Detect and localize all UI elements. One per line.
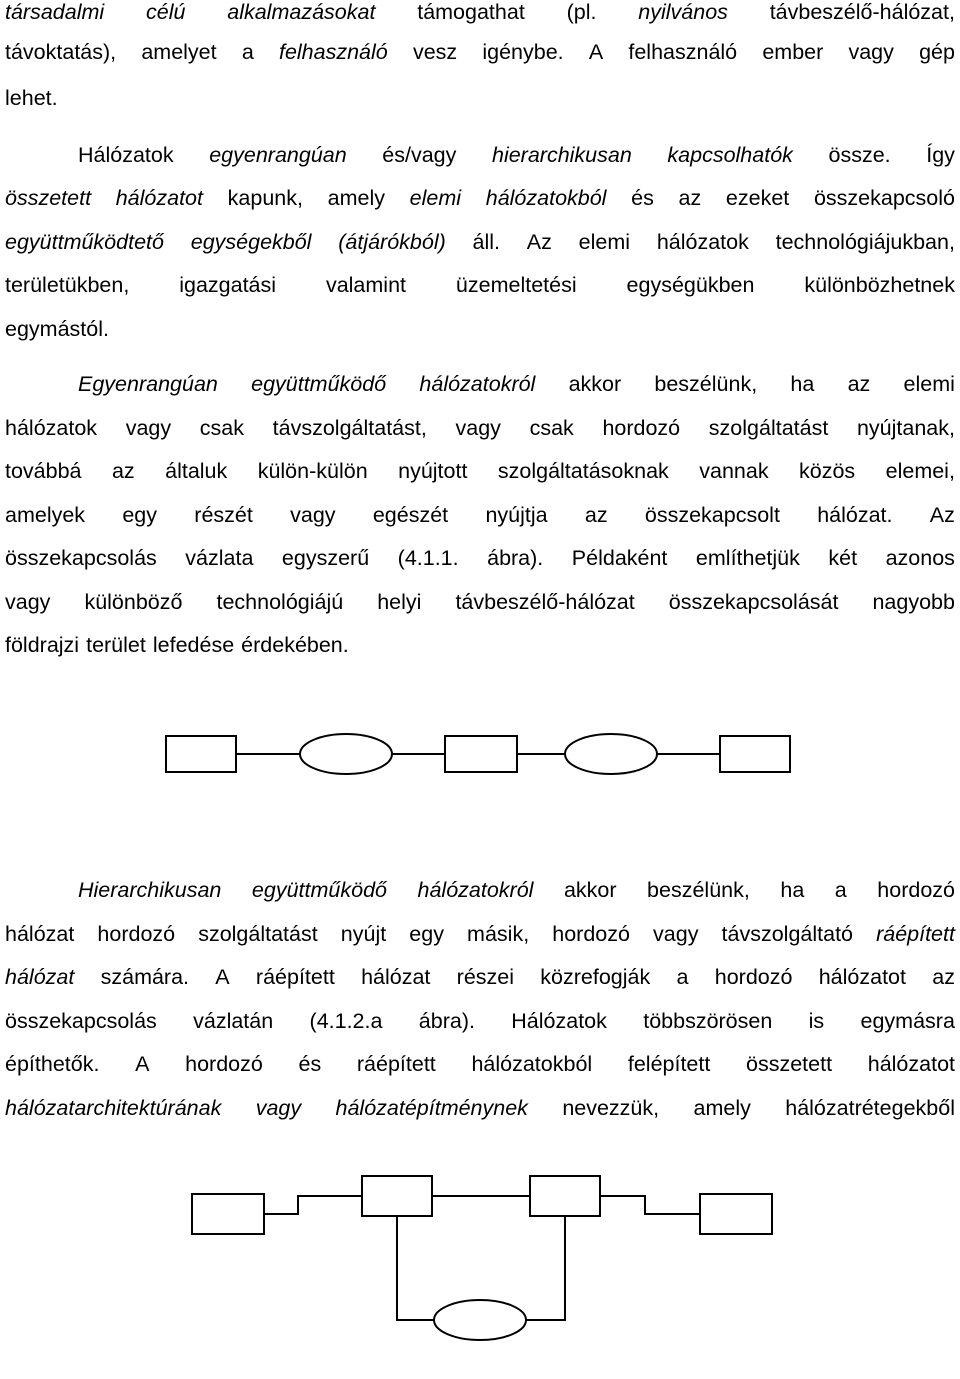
word: Az (526, 230, 552, 254)
word: hálózatokról (417, 878, 534, 902)
word: távbeszélő-hálózat, (769, 0, 955, 24)
word: nyújtanak, (856, 416, 955, 440)
word: technológiájú (216, 590, 344, 614)
word: említhetjük (695, 546, 800, 570)
word: nevezzük, (562, 1096, 660, 1120)
word: össze. (828, 143, 891, 167)
word: (átjárókból) (338, 230, 446, 254)
word: hálózatot (115, 186, 203, 210)
word: távszolgáltatást, (272, 416, 427, 440)
word: nyújtott (398, 459, 468, 483)
word: A (135, 1052, 150, 1076)
word: beszélünk, (647, 878, 750, 902)
word: igazgatási (179, 273, 277, 297)
word: szolgáltatást (708, 416, 829, 440)
word: támogathat (417, 0, 525, 24)
word: hálózatarchitektúrának (5, 1096, 222, 1120)
word: igénybe. (482, 40, 564, 64)
word: akkor (568, 372, 622, 396)
word: vannak (699, 459, 769, 483)
word: az (678, 186, 702, 210)
word: vázlatán (193, 1009, 274, 1033)
word: elemi (903, 372, 955, 396)
word: vagy (455, 416, 501, 440)
word: csak (199, 416, 244, 440)
word: amelyek (5, 503, 86, 527)
word: összekapcsolás (5, 546, 157, 570)
word: hálózatok (656, 230, 749, 254)
word: szolgáltatásoknak (497, 459, 669, 483)
word: hálózat (361, 965, 431, 989)
word: az (932, 965, 955, 989)
word: ábra). (487, 546, 544, 570)
word: Egyenrangúan (78, 372, 218, 396)
fig2-node-rect-right (700, 1194, 772, 1234)
word: Hálózatok (78, 143, 174, 167)
word: különbözhetnek (804, 273, 955, 297)
word: földrajzi (5, 633, 80, 657)
word: felhasználó (278, 40, 388, 64)
word: összekapcsolását (668, 590, 839, 614)
word: távbeszélő-hálózat (455, 590, 635, 614)
word: ember (762, 40, 824, 64)
fig2-link-bottom-right (526, 1299, 565, 1320)
word: hordozó (877, 878, 955, 902)
word: felhasználó (628, 40, 738, 64)
word: Az (929, 503, 955, 527)
word: alkalmazásokat (227, 0, 376, 24)
fig2-node-ellipse-bottom (434, 1300, 526, 1340)
word: Így (926, 143, 955, 167)
word: hordozó (185, 1052, 263, 1076)
word: hálózatot (818, 965, 906, 989)
word: amelyet (141, 40, 217, 64)
word: hordozó (602, 416, 681, 440)
word: területükben, (5, 273, 130, 297)
word: másik, (467, 922, 530, 946)
word: lehet. (5, 86, 58, 110)
word: egyszerű (281, 546, 370, 570)
word: két (828, 546, 858, 570)
word: az (584, 503, 608, 527)
word: hálózat. (817, 503, 893, 527)
word: számára. (100, 965, 190, 989)
word: vagy (125, 416, 172, 440)
word: kapcsolhatók (667, 143, 793, 167)
word: vázlata (185, 546, 254, 570)
word: nyilvános (638, 0, 728, 24)
word: csak (529, 416, 574, 440)
word: egy (122, 503, 158, 527)
word: hálózatokból (471, 1052, 593, 1076)
word: is (808, 1009, 825, 1033)
word: (pl. (566, 0, 597, 24)
word: ha (790, 372, 815, 396)
word: valamint (325, 273, 407, 297)
word: egymásra (860, 1009, 955, 1033)
word: elemei, (885, 459, 955, 483)
word: hálózatépítménynek (335, 1096, 528, 1120)
fig2-node-rect-top-1 (362, 1176, 432, 1216)
word: részét (194, 503, 253, 527)
word: egyenrangúan (209, 143, 347, 167)
word: külön-külön (257, 459, 368, 483)
word: távszolgáltató (721, 922, 853, 946)
word: és (298, 1052, 322, 1076)
word: az (111, 459, 135, 483)
word: egy (409, 922, 444, 946)
word: a (241, 40, 254, 64)
word: részei (456, 965, 515, 989)
word: nagyobb (872, 590, 955, 614)
word: együttműködtető (5, 230, 164, 254)
word: vagy (255, 1096, 302, 1120)
word: többszörösen (643, 1009, 773, 1033)
word: (4.1.1. (397, 546, 459, 570)
word: nyújtja (485, 503, 548, 527)
word: érdekében. (241, 633, 349, 657)
word: ábra). (418, 1009, 475, 1033)
word: egységekből (190, 230, 312, 254)
word: amely (327, 186, 385, 210)
word: egészét (372, 503, 449, 527)
word: elemi (409, 186, 462, 210)
word: célú (145, 0, 186, 24)
word: Hálózatok (511, 1009, 607, 1033)
word: A (588, 40, 604, 64)
word: ezeket (725, 186, 790, 210)
word: hordozó (714, 965, 793, 989)
word: együttműködő (251, 878, 387, 902)
word: ha (780, 878, 805, 902)
word: technológiájukban, (775, 230, 955, 254)
word: egymástól. (5, 317, 109, 341)
word: hierarchikusan (491, 143, 632, 167)
word: azonos (885, 546, 955, 570)
word: kapunk, (227, 186, 303, 210)
word: ráépített (876, 922, 955, 946)
word: beszélünk, (654, 372, 758, 396)
word: vesz (412, 40, 458, 64)
word: összetett (5, 186, 92, 210)
word: hálózatok (5, 416, 98, 440)
word: elemi (578, 230, 631, 254)
word: helyi (377, 590, 422, 614)
word: Hierarchikusan (78, 878, 222, 902)
word: távoktatás), (5, 40, 117, 64)
word: közrefogják (540, 965, 651, 989)
word: általuk (165, 459, 228, 483)
word: a (676, 965, 689, 989)
word: vagy (290, 503, 336, 527)
word: terület (86, 633, 146, 657)
word: összekapcsolás (5, 1009, 157, 1033)
word: hordozó (97, 922, 176, 946)
word: hordozó (552, 922, 630, 946)
word: vagy (5, 590, 51, 614)
word: felépített (627, 1052, 711, 1076)
word: hálózatrétegekből (785, 1096, 955, 1120)
word: A (215, 965, 230, 989)
word: vagy (653, 922, 699, 946)
word: együttműködő (251, 372, 387, 396)
word: amely (693, 1096, 751, 1120)
word: továbbá (5, 459, 82, 483)
word: hálózatot (867, 1052, 955, 1076)
word: ráépített (255, 965, 335, 989)
word: társadalmi (5, 0, 105, 24)
fig2-link-bottom (397, 1299, 434, 1320)
word: és/vagy (382, 143, 457, 167)
word: különböző (84, 590, 183, 614)
word: hálózat (5, 965, 75, 989)
word: hálózatokból (485, 186, 607, 210)
word: építhetők. (5, 1052, 100, 1076)
word: összekapcsoló (813, 186, 955, 210)
word: szolgáltatást (198, 922, 318, 946)
word: összekapcsolt (644, 503, 780, 527)
word: a (834, 878, 847, 902)
word: vagy (848, 40, 894, 64)
word: gép (919, 40, 955, 64)
word: Példaként (571, 546, 668, 570)
fig2-link-left-top (264, 1196, 362, 1214)
word: ráépített (356, 1052, 436, 1076)
word: összetett (746, 1052, 833, 1076)
word: hálózat (5, 922, 75, 946)
word: az (847, 372, 871, 396)
word: áll. (472, 230, 501, 254)
fig2-node-rect-left (192, 1194, 264, 1234)
word: és (631, 186, 654, 210)
fig2-node-rect-top-2 (530, 1176, 600, 1216)
fig2-link-top-right (600, 1196, 700, 1214)
word: lefedése (152, 633, 235, 657)
word: hálózatokról (419, 372, 536, 396)
word: közös (799, 459, 856, 483)
word: üzemeltetési (455, 273, 577, 297)
word: nyújt (340, 922, 387, 946)
word: egységükben (626, 273, 755, 297)
word: (4.1.2.a (309, 1009, 383, 1033)
word: akkor (563, 878, 617, 902)
